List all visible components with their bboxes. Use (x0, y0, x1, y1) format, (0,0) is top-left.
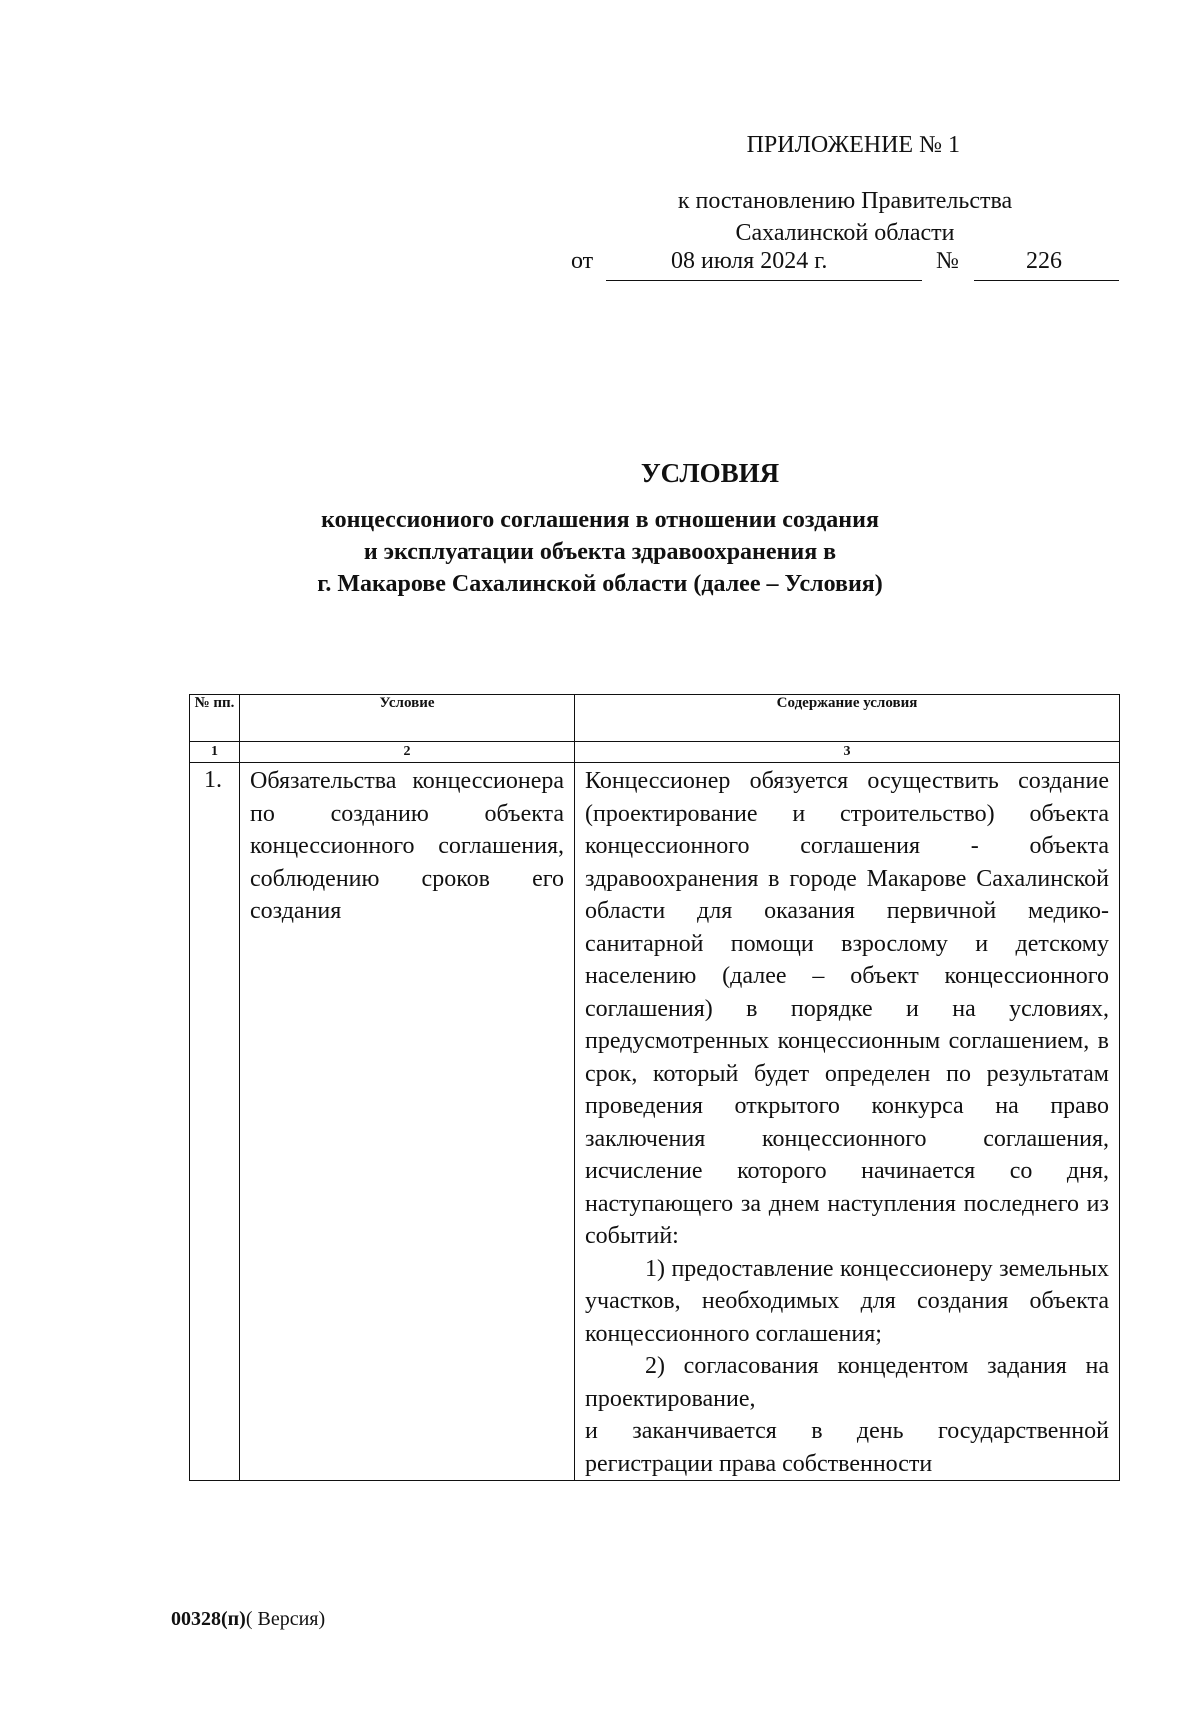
decree-number: 226 (1026, 248, 1062, 274)
decree-reference-line2: Сахалинской области (735, 220, 955, 246)
column-number-row (190, 742, 1120, 763)
col-number-2: 2 (240, 742, 575, 763)
number-label: № (936, 248, 959, 274)
table-header-row (190, 695, 1120, 742)
subtitle-line2: и эксплуатации объекта здравоохранения в (363, 539, 837, 565)
date-underline (606, 280, 922, 281)
table-row (190, 763, 1120, 1481)
col-number-1: 1 (190, 742, 240, 763)
footer-version-label: ( Версия) (245, 1608, 326, 1630)
header-num: № пп. (190, 695, 240, 742)
header-content: Содержание условия (575, 695, 1120, 742)
document-subtitle (150, 504, 1050, 600)
footer-code: 00328(п) (171, 1608, 246, 1630)
subtitle-line1: концессиониого соглашения в отношении создания (321, 507, 879, 533)
content-paragraph-4: и заканчивается в день государственной регистрации права собственности (585, 1418, 1109, 1477)
content-paragraph-1: Концессионер обязуется осуществить создание (проектирование и строительство) объекта концессионного соглашения - объекта здравоохранения в городе Макарове Сахалинской области для оказания первичной медико-санитарной помощи взрослому и детскому населению (далее – объект концессионного соглашения) в порядке и на условиях, предусмотренных концессионным соглашением, в срок, который будет определен по результатам проведения открытого конкурса на право заключения концессионного соглашения, исчисление которого начинается со дня, наступающего за днем наступления последнего из событий: (585, 768, 1109, 1249)
col-number-3: 3 (575, 742, 1120, 763)
row-number: 1. (190, 763, 240, 1481)
row-content (575, 763, 1120, 1481)
number-underline (974, 280, 1119, 281)
header-condition: Условие (240, 695, 575, 742)
content-paragraph-2: 1) предоставление концессионеру земельных участков, необходимых для создания объекта концессионного соглашения; (585, 1255, 1109, 1347)
footer-version (171, 1608, 325, 1631)
conditions-table (189, 694, 1120, 1481)
row-condition: Обязательства концессионера по созданию объекта концессионного соглашения, соблюдению сроков его создания (240, 763, 575, 1481)
from-label: от (571, 248, 594, 274)
content-paragraph-3: 2) согласования концедентом задания на проектирование, (585, 1353, 1109, 1412)
decree-reference (600, 185, 1090, 249)
decree-reference-line1: к постановлению Правительства (677, 188, 1013, 214)
decree-date: 08 июля 2024 г. (671, 248, 828, 274)
document-title: УСЛОВИЯ (640, 458, 780, 488)
subtitle-line3: г. Макарове Сахалинской области (далее – Условия) (317, 571, 883, 597)
appendix-label: ПРИЛОЖЕНИЕ № 1 (746, 132, 960, 158)
